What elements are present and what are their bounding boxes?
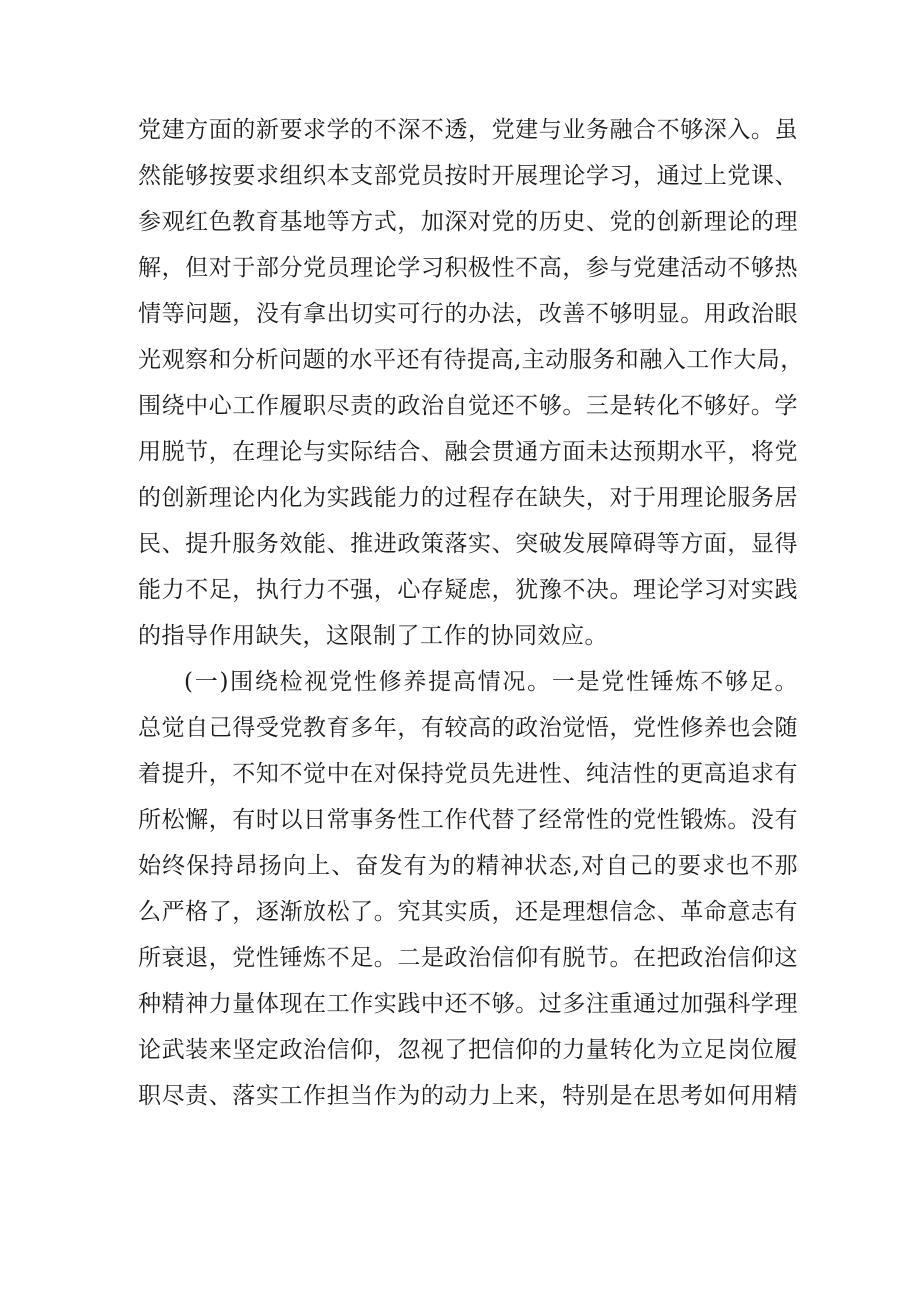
paragraph-1-line-9: 的创新理论内化为实践能力的过程存在缺失，对于用理论服务居 — [138, 485, 798, 511]
paragraph-1-line-4: 解，但对于部分党员理论学习积极性不高，参与党建活动不够热 — [138, 255, 798, 281]
paragraph-1-line-6: 光观察和分析问题的水平还有待提高,主动服务和融入工作大局， — [138, 347, 804, 373]
paragraph-1-line-5: 情等问题，没有拿出切实可行的办法，改善不够明显。用政治眼 — [138, 301, 798, 327]
paragraph-1-line-3: 参观红色教育基地等方式，加深对党的历史、党的创新理论的理 — [138, 209, 798, 235]
paragraph-2-line-10: 职尽责、落实工作担当作为的动力上来，特别是在思考如何用精 — [138, 1083, 798, 1109]
paragraph-2-line-5: 始终保持昂扬向上、奋发有为的精神状态,对自己的要求也不那 — [138, 853, 798, 879]
paragraph-1-line-12: 的指导作用缺失，这限制了工作的协同效应。 — [138, 623, 608, 649]
paragraph-1-line-7: 围绕中心工作履职尽责的政治自觉还不够。三是转化不够好。学 — [138, 393, 798, 419]
paragraph-1-line-11: 能力不足，执行力不强，心存疑虑，犹豫不决。理论学习对实践 — [138, 577, 798, 603]
paragraph-2-line-2: 总觉自己得受党教育多年，有较高的政治觉悟，党性修养也会随 — [138, 715, 798, 741]
paragraph-2-line-3: 着提升，不知不觉中在对保持党员先进性、纯洁性的更高追求有 — [138, 761, 798, 787]
paragraph-2-line-7: 所衰退，党性锤炼不足。二是政治信仰有脱节。在把政治信仰这 — [138, 945, 798, 971]
paragraph-1-line-1: 党建方面的新要求学的不深不透，党建与业务融合不够深入。虽 — [138, 117, 798, 143]
paragraph-2-line-8: 种精神力量体现在工作实践中还不够。过多注重通过加强科学理 — [138, 991, 798, 1017]
paragraph-1-line-2: 然能够按要求组织本支部党员按时开展理论学习，通过上党课、 — [138, 163, 798, 189]
paragraph-2-line-4: 所松懈，有时以日常事务性工作代替了经常性的党性锻炼。没有 — [138, 807, 798, 833]
paragraph-2-line-1: (一)围绕检视党性修养提高情况。一是党性锤炼不够足。 — [184, 669, 798, 695]
paragraph-2-line-6: 么严格了，逐渐放松了。究其实质，还是理想信念、革命意志有 — [138, 899, 798, 925]
paragraph-1-line-8: 用脱节，在理论与实际结合、融会贯通方面未达预期水平，将党 — [138, 439, 798, 465]
paragraph-2-line-9: 论武装来坚定政治信仰，忽视了把信仰的力量转化为立足岗位履 — [138, 1037, 798, 1063]
paragraph-1-line-10: 民、提升服务效能、推进政策落实、突破发展障碍等方面，显得 — [138, 531, 798, 557]
